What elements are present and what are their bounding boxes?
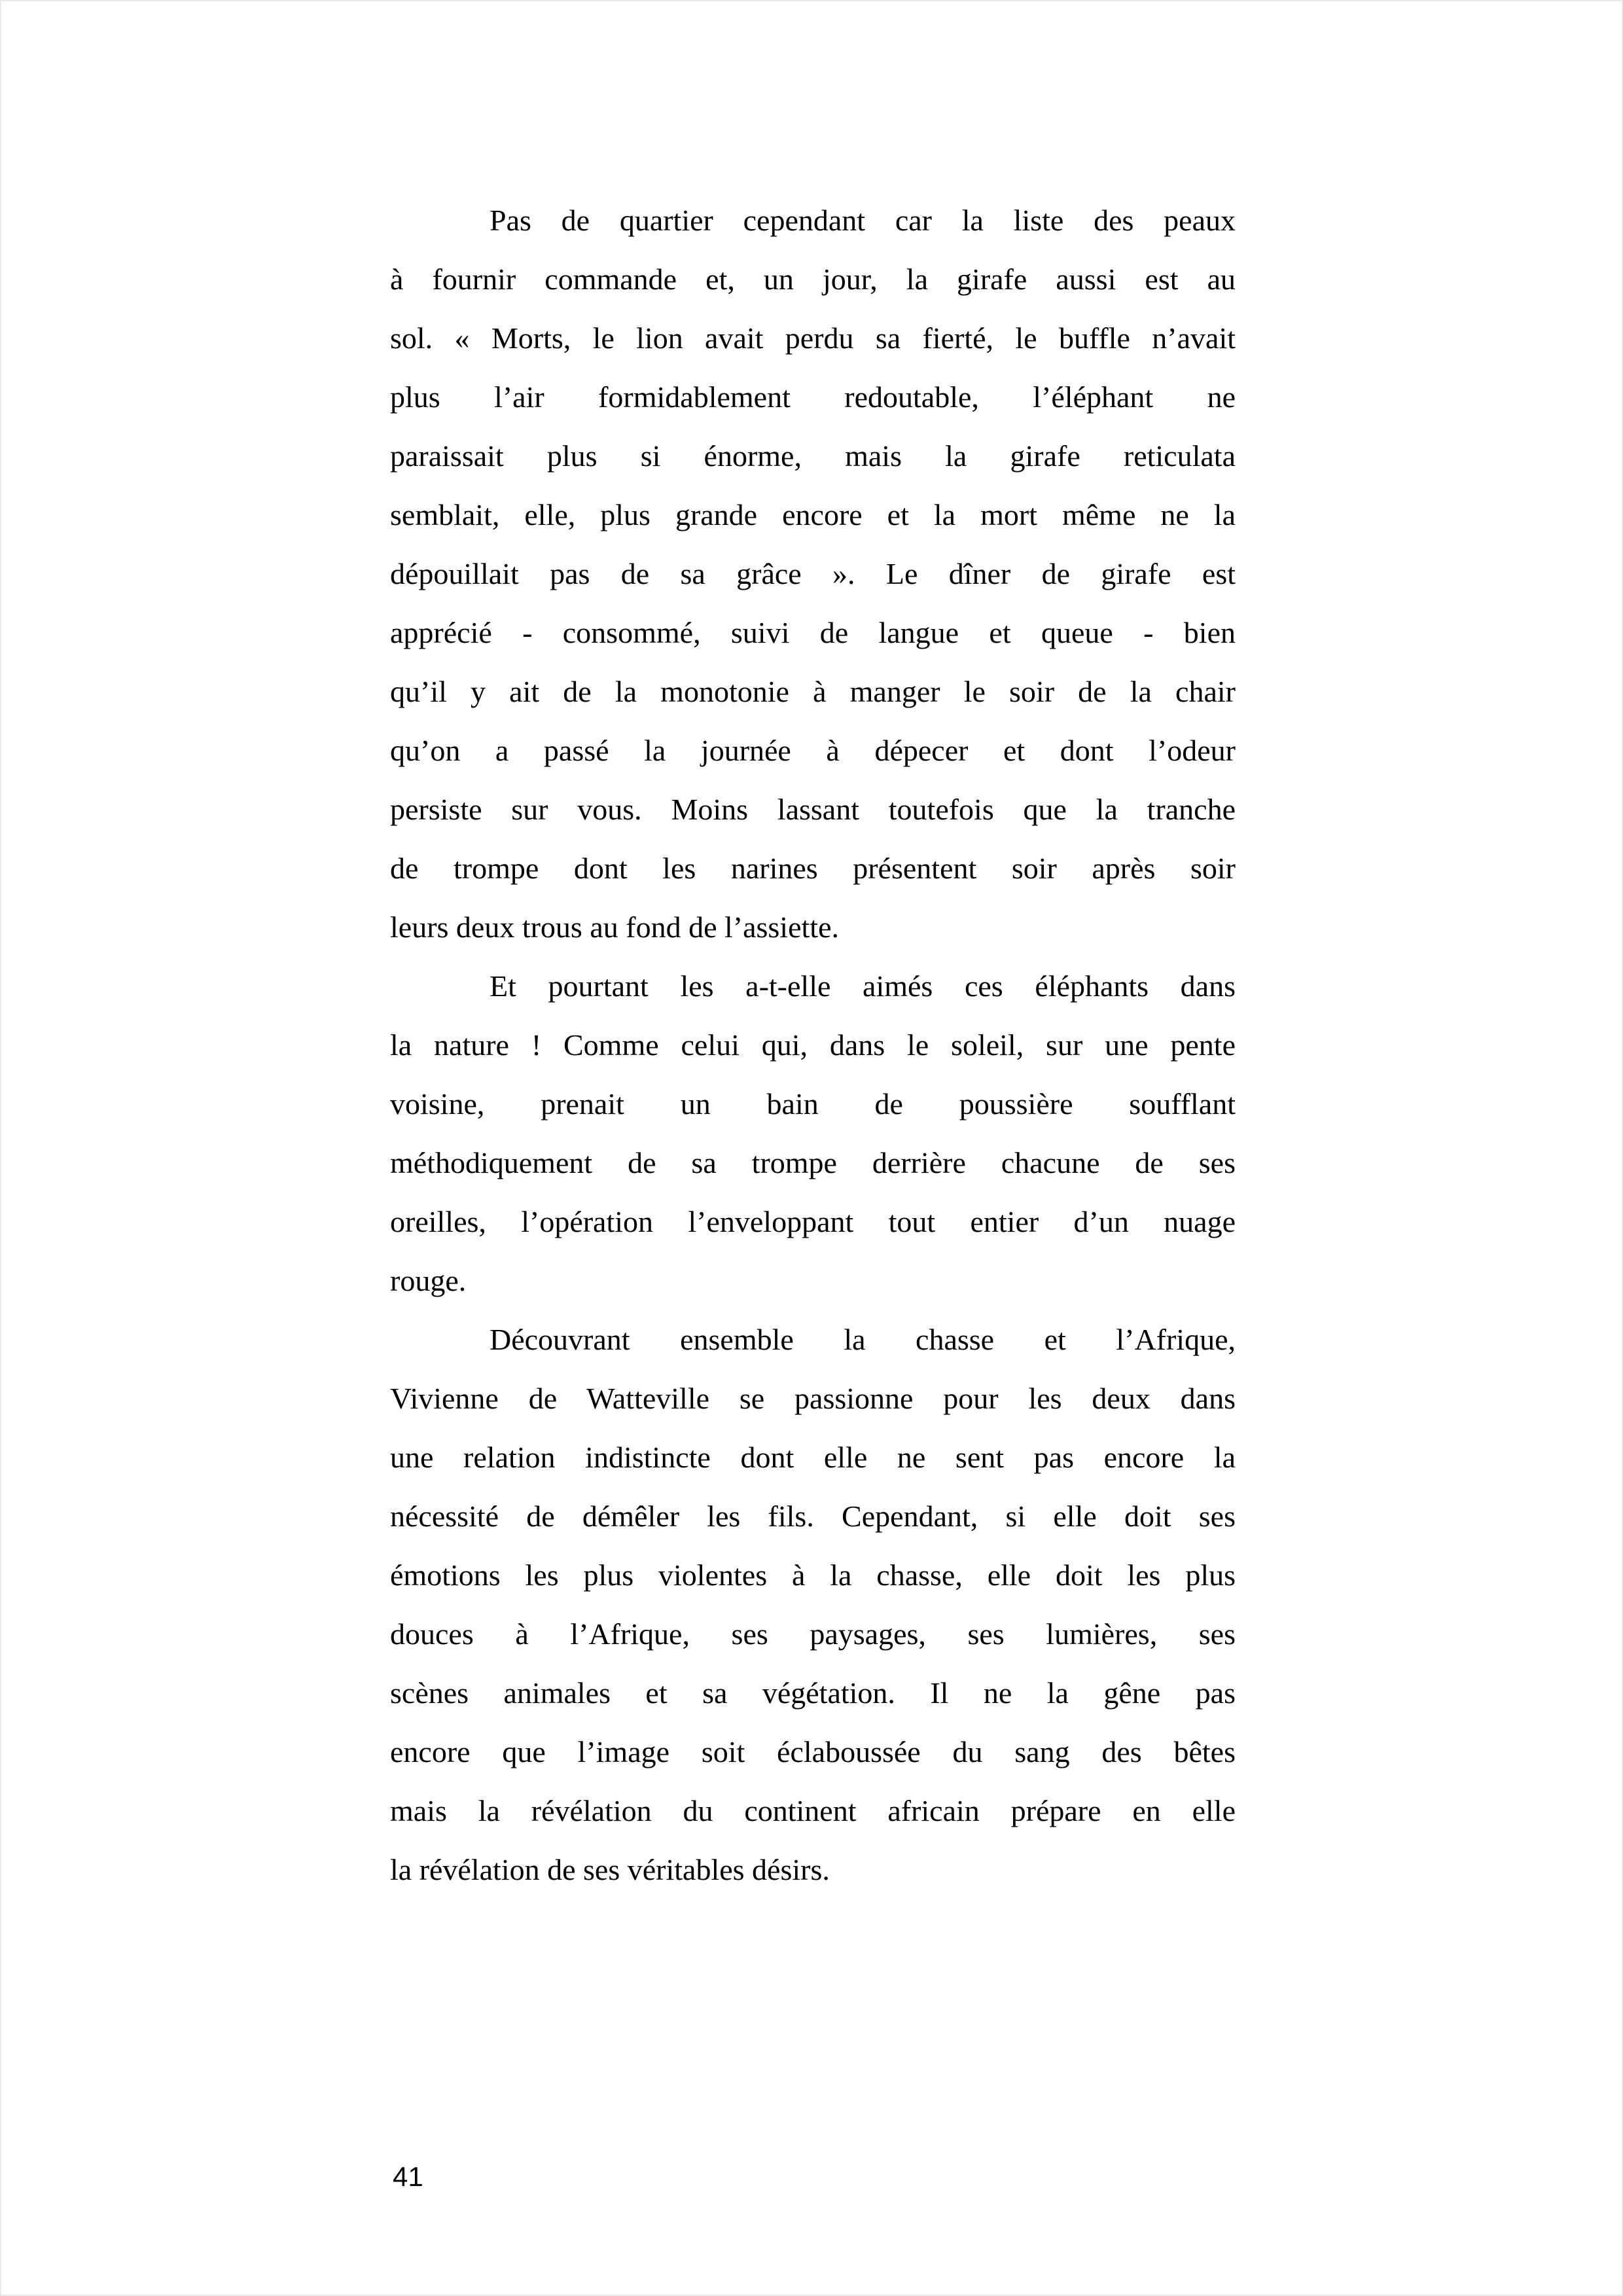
text-line: nécessité de démêler les fils. Cependant, si elle doit ses — [390, 1499, 1236, 1533]
text-line: rouge. — [390, 1264, 467, 1297]
text-line: mais la révélation du continent africain prépare en elle — [390, 1794, 1236, 1827]
text-line: qu’il y ait de la monotonie à manger le soir de la chair — [390, 675, 1236, 708]
text-line: une relation indistincte dont elle ne sent pas encore la — [390, 1441, 1236, 1474]
text-line: Découvrant ensemble la chasse et l’Afrique, — [490, 1323, 1236, 1356]
text-line: méthodiquement de sa trompe derrière chacune de ses — [390, 1146, 1236, 1179]
text-line: qu’on a passé la journée à dépecer et dont l’odeur — [390, 734, 1236, 767]
text-line: à fournir commande et, un jour, la girafe aussi est au — [390, 262, 1236, 296]
text-line: semblait, elle, plus grande encore et la mort même ne la — [390, 498, 1236, 531]
text-line: la révélation de ses véritables désirs. — [390, 1853, 830, 1886]
text-line: plus l’air formidablement redoutable, l’éléphant ne — [390, 380, 1236, 414]
text-line: Vivienne de Watteville se passionne pour les deux dans — [390, 1382, 1236, 1415]
text-line: leurs deux trous au fond de l’assiette. — [390, 910, 839, 944]
paragraph — [390, 191, 1236, 957]
text-line: dépouillait pas de sa grâce ». Le dîner de girafe est — [390, 557, 1236, 590]
text-block — [390, 191, 1236, 1899]
text-line: encore que l’image soit éclaboussée du sang des bêtes — [390, 1735, 1236, 1768]
text-line: la nature ! Comme celui qui, dans le soleil, sur une pente — [390, 1028, 1236, 1062]
text-line: oreilles, l’opération l’enveloppant tout entier d’un nuage — [390, 1205, 1236, 1238]
paragraph — [390, 957, 1236, 1310]
paragraph — [390, 1310, 1236, 1899]
text-line: douces à l’Afrique, ses paysages, ses lumières, ses — [390, 1617, 1236, 1651]
text-line: Pas de quartier cependant car la liste des peaux — [490, 204, 1236, 237]
text-line: persiste sur vous. Moins lassant toutefois que la tranche — [390, 793, 1236, 826]
text-line: paraissait plus si énorme, mais la girafe reticulata — [390, 439, 1236, 473]
text-line: de trompe dont les narines présentent soir après soir — [390, 852, 1236, 885]
text-line: scènes animales et sa végétation. Il ne la gêne pas — [390, 1676, 1236, 1710]
text-line: voisine, prenait un bain de poussière soufflant — [390, 1087, 1236, 1121]
text-line: sol. « Morts, le lion avait perdu sa fierté, le buffle n’avait — [390, 321, 1236, 355]
text-line: émotions les plus violentes à la chasse, elle doit les plus — [390, 1558, 1236, 1592]
text-line: Et pourtant les a-t-elle aimés ces éléphants dans — [490, 969, 1236, 1003]
text-line: apprécié - consommé, suivi de langue et queue - bien — [390, 616, 1236, 649]
page-number: 41 — [393, 2161, 423, 2192]
